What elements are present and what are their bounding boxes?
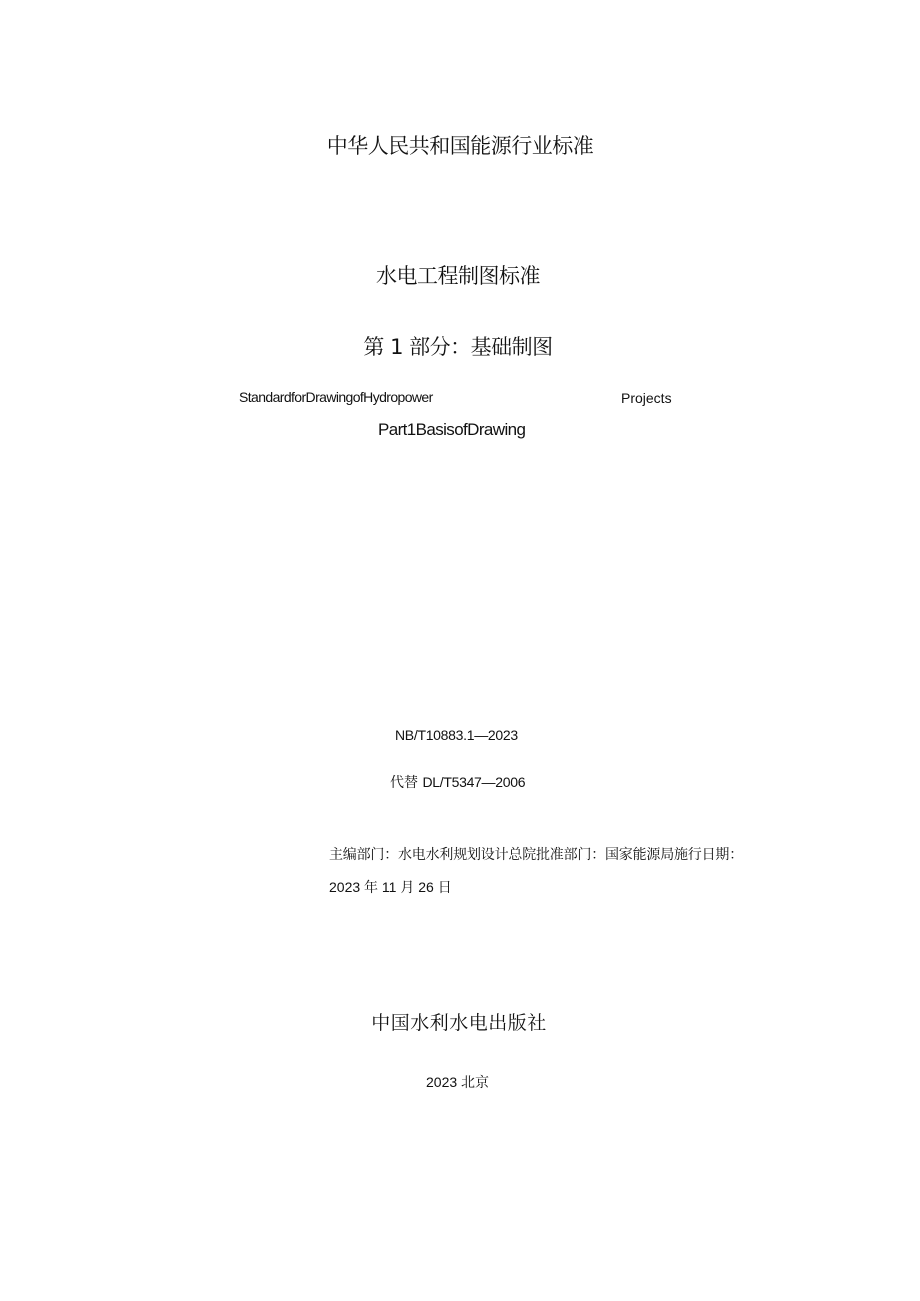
industry-standard-header: 中华人民共和国能源行业标准 — [326, 134, 594, 158]
publisher-name: 中国水利水电出版社 — [371, 1012, 547, 1034]
part-title: 第 1 部分：基础制图 — [363, 335, 553, 359]
english-title-left: StandardforDrawingofHydropower — [239, 389, 433, 405]
departments-line: 主编部门：水电水利规划设计总院批准部门：国家能源局施行日期： — [329, 847, 743, 863]
english-part-title: Part1BasisofDrawing — [378, 420, 526, 439]
english-title-right: Projects — [621, 390, 672, 406]
replaced-standard-number: DL/T5347—2006 — [422, 774, 526, 790]
implementation-date: 2023 年 11 月 26 日 — [329, 879, 452, 895]
replaces-line — [390, 775, 525, 790]
replaces-label: 代替 — [390, 775, 418, 791]
publication-place-year: 2023 北京 — [426, 1074, 490, 1090]
document-title: 水电工程制图标准 — [376, 264, 540, 288]
standard-number: NB/T10883.1—2023 — [395, 727, 518, 743]
